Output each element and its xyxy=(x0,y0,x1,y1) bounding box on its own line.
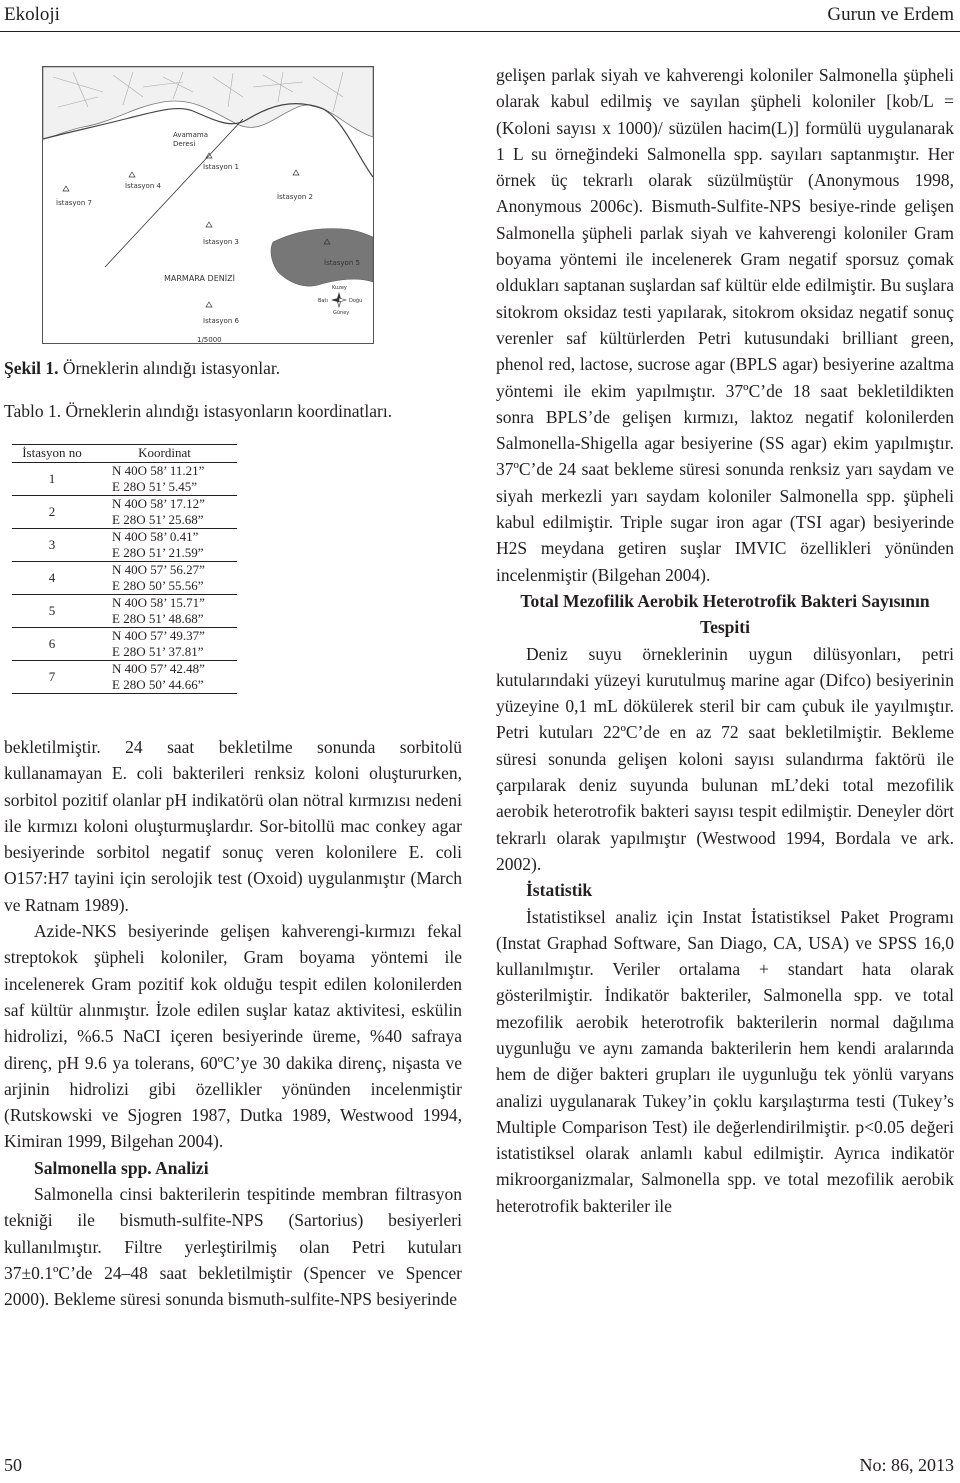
table-caption-text: Örneklerin alındığı istasyonların koordinatları. xyxy=(61,401,393,421)
north-coordinate-cell: N 40O 58’ 11.21” xyxy=(112,463,205,478)
table-row xyxy=(12,628,237,645)
map-station-3: İstasyon 3 xyxy=(203,238,239,246)
total-mesophilic-heading: Total Mezofilik Aerobik Heterotrofik Bakteri Sayısının Tespiti xyxy=(520,590,930,638)
station-number-cell: 4 xyxy=(12,562,92,595)
coordinates-table-body xyxy=(12,463,237,694)
running-header-journal: Ekoloji xyxy=(4,4,60,25)
map-station-4: İstasyon 4 xyxy=(125,182,161,190)
east-coordinate-cell: E 28O 51’ 48.68” xyxy=(92,611,237,628)
table-row xyxy=(12,529,237,546)
figure-caption-text: Örneklerin alındığı istasyonlar. xyxy=(58,358,281,378)
left-column-text xyxy=(4,734,462,1313)
table-caption-label: Tablo 1. xyxy=(4,401,62,421)
table-row xyxy=(12,463,237,480)
header-rule xyxy=(0,31,960,32)
salmonella-heading: Salmonella spp. Analizi xyxy=(34,1157,209,1178)
table-row xyxy=(12,562,237,579)
map-station-6: İstasyon 6 xyxy=(203,317,239,325)
left-paragraph-1: bekletilmiştir. 24 saat bekletilme sonunda sorbitolü kullanamayan E. coli bakterileri renksiz koloni oluştururken, sorbitol pozitif olanlar pH indikatörü olan nötral kırmızısı nedeni ile kırmızı koloni oluşturmuşlardır. Sor-bitollü mac conkey agar besiyerinde sorbitol negatif sonuç veren kolonilere E. coli O157:H7 tayini için serolojik test (Oxoid) uygulanmıştır (March ve Ratnam 1989). xyxy=(4,737,462,915)
figure-caption-label: Şekil 1. xyxy=(4,358,59,378)
station-map-drawing xyxy=(43,67,373,343)
station-map xyxy=(42,66,374,344)
station-number-cell: 7 xyxy=(12,661,92,694)
right-paragraph-3: İstatistiksel analiz için Instat İstatistiksel Paket Programı (Instat Graphad Software, San Diago, CA, USA) ve SPSS 16,0 kullanılmıştır. Veriler ortalama + standart hata olarak gösterilmiştir. İndikatör bakteriler, Salmonella spp. ve total mezofilik aerobik heterotrofik bakterilerin normal dağılıma uygunluğu ve aynı zamanda bakterilerin hem kendi aralarında hem de diğer bakteri grupları ile uygunluğu tek yönlü varyans analizi uygulanarak Tukey’in çoklu karşılaştırma testi (Tukey’s Multiple Comparison Test) ile değerlendirilmiştir. p<0.05 değeri istatistiksel olarak anlamlı kabul edilmiştir. Ayrıca indikatör mikroorganizmalar, Salmonella spp. ve total mezofilik aerobik heterotrofik bakteriler ile xyxy=(496,906,954,1216)
station-number-cell: 3 xyxy=(12,529,92,562)
station-number-cell: 1 xyxy=(12,463,92,496)
map-stream-label-2: Deresi xyxy=(173,140,196,148)
map-east-label: Doğu xyxy=(349,298,363,304)
north-coordinate-cell: N 40O 58’ 15.71” xyxy=(112,595,205,610)
statistics-heading: İstatistik xyxy=(526,880,593,901)
east-coordinate-cell: E 28O 51’ 37.81” xyxy=(92,644,237,661)
table-header-station: İstasyon no xyxy=(12,445,92,463)
table-caption xyxy=(4,400,392,422)
map-stream-label: Avamama xyxy=(173,131,209,139)
right-paragraph-2: Deniz suyu örneklerinin uygun dilüsyonları, petri kutularındaki yüzeyi kurutulmuş marine agar (Difco) besiyerinin yüzeyine 0,1 mL dökülerek steril bir cam çubuk ile yayılmıştır. Petri kutuları 22ºC’de en az 72 saat bekletilmiştir. Bekleme süresi sonunda gelişen koloni sayısı sulandırma faktörü ile çarpılarak deniz suyunda bulunan mL’deki total mezofilik aerobik heterotrofik bakteri sayısı tespit edilmiştir. Deneyler dört tekrarlı olarak yapılmıştır (Westwood 1994, Bordala ve ark. 2002). xyxy=(496,643,954,874)
north-coordinate-cell: N 40O 58’ 0.41” xyxy=(112,529,199,544)
map-scale-label: 1/5000 xyxy=(197,336,222,344)
map-north-label: Kuzey xyxy=(332,285,347,291)
station-number-cell: 2 xyxy=(12,496,92,529)
table-row xyxy=(12,595,237,612)
figure-caption xyxy=(4,357,280,379)
map-south-label: Güney xyxy=(333,310,350,316)
east-coordinate-cell: E 28O 51’ 5.45” xyxy=(92,479,237,496)
north-coordinate-cell: N 40O 58’ 17.12” xyxy=(112,496,205,511)
map-west-label: Batı xyxy=(318,298,328,304)
station-number-cell: 6 xyxy=(12,628,92,661)
east-coordinate-cell: E 28O 50’ 55.56” xyxy=(92,578,237,595)
right-paragraph-1: gelişen parlak siyah ve kahverengi koloniler Salmonella şüpheli olarak kabul edilmiş ve sayılan şüpheli koloniler [kob/L = (Koloni sayısı x 1000)/ süzülen hacim(L)] formülü uygulanarak 1 L su örneğindeki Salmonella spp. sayıları saptanmıştır. Her örnek üç tekrarlı olarak süzülmüştür (Anonymous 1998, Anonymous 2006c). Bismuth-Sulfite-NPS besiye-rinde gelişen Salmonella şüpheli parlak siyah ve kahverengi koloniler Gram boyama yöntemi ile incelenerek Gram negatif sporsuz çomak oldukları saptanan suşlardan saf kültür elde edilmiştir. Bu suşlara sitokrom oksidaz testi yapılarak, sitokrom oksidaz negatif sonuç verenler saf kültürlerden Petri kutusundaki brilliant green, phenol red, lactose, sucrose agar (BPLS agar) besiyerine azaltma yöntemi ile ekim yapılmıştır. 37ºC’de 18 saat bekletildikten sonra BPLS’de gelişen kırmızı, laktoz negatif kolonilerden Salmonella-Shigella agar besiyerine (SS agar) ekim yapılmıştır. 37ºC’de 24 saat bekleme süresi sonunda renksiz yarı saydam ve siyah merkezli yarı saydam koloniler Salmonella spp. şüpheli kabul edilmiştir. Triple sugar iron agar (TSI agar) besiyerinde H2S meydana getiren suşlar IMVIC özellikleri yönünden incelenmiştir (Bilgehan 2004). xyxy=(496,65,954,585)
east-coordinate-cell: E 28O 51’ 25.68” xyxy=(92,512,237,529)
table-row xyxy=(12,661,237,678)
east-coordinate-cell: E 28O 50’ 44.66” xyxy=(92,677,237,694)
map-station-2: İstasyon 2 xyxy=(277,193,313,201)
station-number-cell: 5 xyxy=(12,595,92,628)
north-coordinate-cell: N 40O 57’ 42.48” xyxy=(112,661,205,676)
north-coordinate-cell: N 40O 57’ 56.27” xyxy=(112,562,205,577)
page-number: 50 xyxy=(4,1455,22,1475)
north-coordinate-cell: N 40O 57’ 49.37” xyxy=(112,628,205,643)
east-coordinate-cell: E 28O 51’ 21.59” xyxy=(92,545,237,562)
coordinates-table xyxy=(12,445,237,694)
table-header-coordinate: Koordinat xyxy=(92,445,237,463)
left-paragraph-3: Salmonella cinsi bakterilerin tespitinde membran filtrasyon tekniği ile bismuth-sulfite-NPS (Sartorius) besiyerleri kullanılmıştır. Filtre yerleştirilmiş olan Petri kutuları 37±0.1ºC’de 24–48 saat bekletilmiştir (Spencer ve Spencer 2000). Bekleme süresi sonunda bismuth-sulfite-NPS besiyerinde xyxy=(4,1184,462,1310)
table-row xyxy=(12,496,237,513)
left-paragraph-2: Azide-NKS besiyerinde gelişen kahverengi-kırmızı fekal streptokok şüpheli koloniler, Gram boyama yöntemi ile incelenerek Gram pozitif kok olduğu tespit edilen kolonilerden saf kültür alınmıştır. İzole edilen suşlar kataz aktivitesi, eskülin hidrolizi, %6.5 NaCI içeren besiyerinde üreme, %40 safraya direnç, pH 9.6 ya tolerans, 60ºC’ye 30 dakika direnç, nişasta ve arjinin hidrolizi gibi özellikler yönünden incelenmiştir (Rutskowski ve Sjogren 1987, Dutka 1989, Westwood 1994, Kimiran 1999, Bilgehan 2004). xyxy=(4,921,462,1152)
map-sea-label: MARMARA DENİZİ xyxy=(164,274,235,283)
right-column-text xyxy=(496,62,954,1219)
map-station-1: İstasyon 1 xyxy=(203,163,239,171)
issue-number: No: 86, 2013 xyxy=(859,1455,954,1475)
map-station-7: İstasyon 7 xyxy=(56,199,92,207)
running-header-authors: Gurun ve Erdem xyxy=(827,4,954,25)
map-station-5: İstasyon 5 xyxy=(324,259,360,267)
